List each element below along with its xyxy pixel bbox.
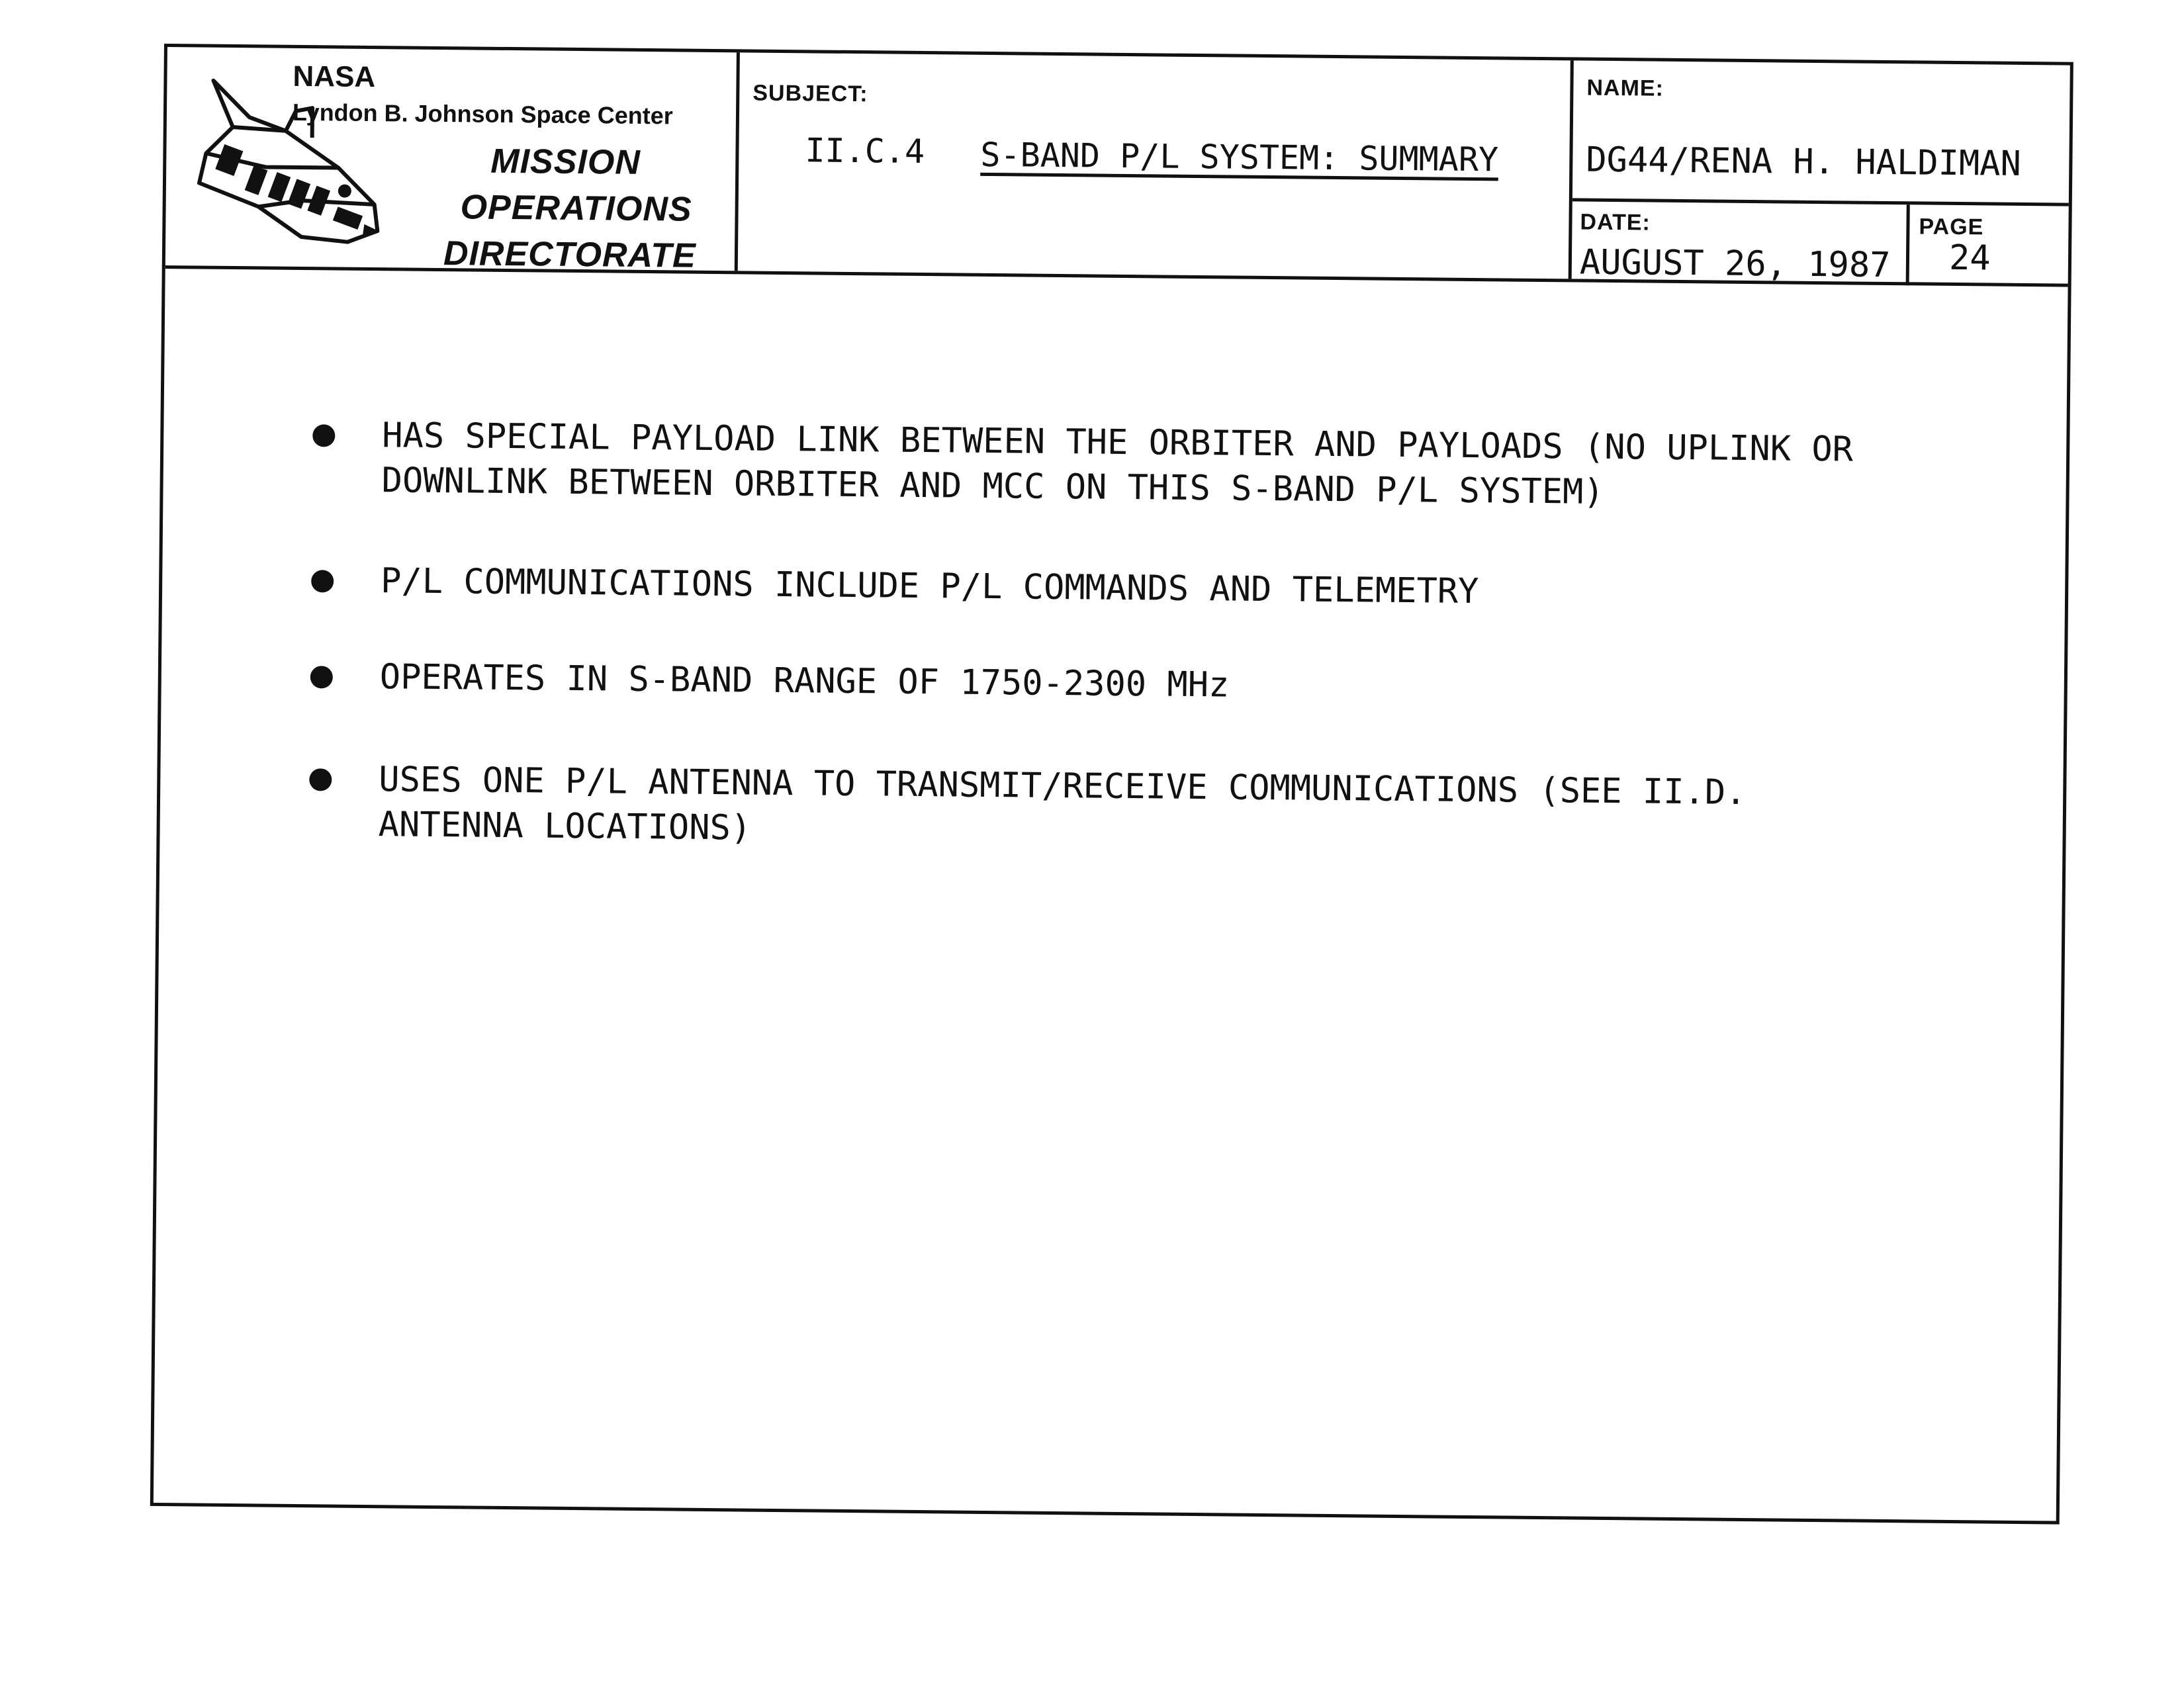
directorate-line-1: MISSION (490, 142, 641, 182)
author-name: DG44/RENA H. HALDIMAN (1586, 140, 2022, 184)
bullet-icon (311, 570, 334, 592)
list-item (381, 413, 1904, 517)
directorate-line-3: DIRECTORATE (443, 234, 697, 275)
page-box (1906, 204, 2072, 287)
list-item (381, 558, 1903, 618)
directorate-line-2: OPERATIONS (460, 188, 692, 229)
bullet-list (154, 265, 2068, 1521)
date-value: AUGUST 26, 1987 (1579, 242, 1891, 286)
bullet-text: P/L COMMUNICATIONS INCLUDE P/L COMMANDS AND TELEMETRY (380, 561, 1479, 612)
bullet-text: USES ONE P/L ANTENNA TO TRANSMIT/RECEIVE COMMUNICATIONS (SEE II.D. ANTENNA LOCATIONS) (378, 760, 1747, 848)
page-number: 24 (1948, 238, 1991, 279)
bullet-icon (312, 424, 335, 447)
date-label: DATE: (1580, 209, 1651, 236)
document-frame (150, 44, 2073, 1525)
subject-label: SUBJECT: (752, 80, 868, 107)
subject-cell (738, 52, 1574, 279)
page-label: PAGE (1919, 214, 1984, 240)
date-box (1572, 198, 2069, 287)
name-label: NAME: (1586, 75, 1664, 101)
bullet-icon (310, 666, 333, 688)
header-block (165, 47, 2070, 287)
bullet-text: HAS SPECIAL PAYLOAD LINK BETWEEN THE ORBITER AND PAYLOADS (NO UPLINK OR DOWNLINK BETWEEN ORBITER AND MCC ON THIS S-BAND P/L SYSTEM) (381, 416, 1854, 512)
org-name: NASA (293, 60, 376, 94)
bullet-icon (309, 768, 332, 791)
list-item (378, 757, 1901, 862)
bullet-text: OPERATES IN S-BAND RANGE OF 1750-2300 MHz (379, 657, 1230, 705)
name-date-cell (1572, 60, 2070, 286)
list-item (380, 654, 1903, 714)
subject-number: II.C.4 (805, 131, 925, 171)
subject-title: S-BAND P/L SYSTEM: SUMMARY (980, 135, 1499, 179)
org-center: Lyndon B. Johnson Space Center (292, 98, 673, 130)
logo-cell (165, 47, 740, 275)
space-shuttle-icon (185, 67, 386, 247)
